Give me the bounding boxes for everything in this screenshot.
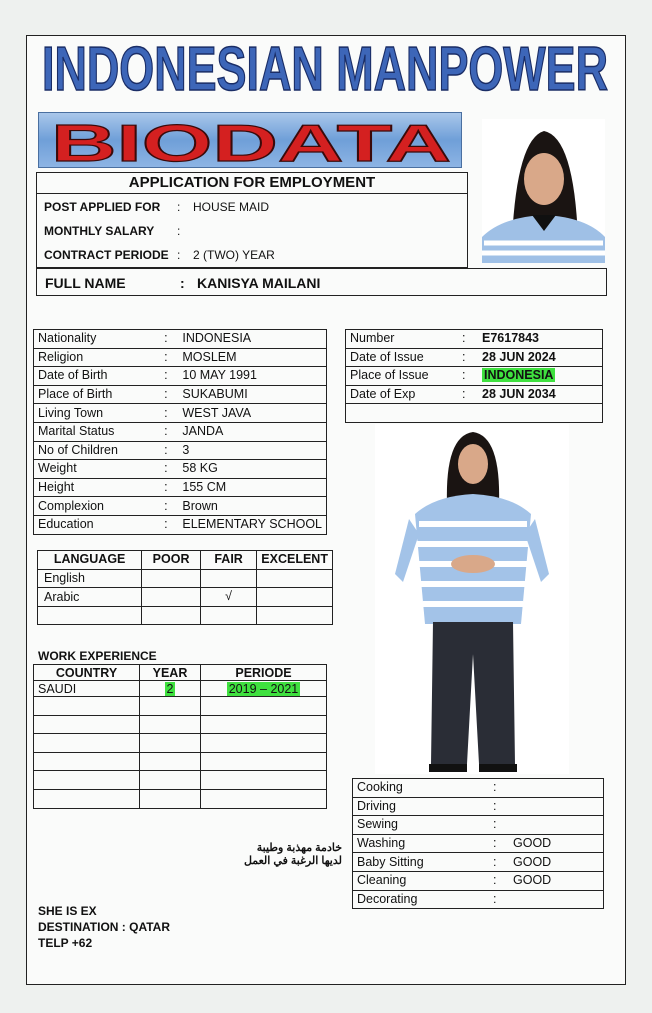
- work-country-cell: [34, 734, 140, 753]
- lang-header-fair: FAIR: [200, 551, 256, 570]
- table-row: [34, 367, 327, 386]
- passport-value: [478, 367, 603, 386]
- skill-value: [509, 797, 604, 816]
- personal-label: Weight: [34, 460, 161, 479]
- table-row: [34, 752, 327, 771]
- lang-header-poor: POOR: [142, 551, 201, 570]
- personal-value: ELEMENTARY SCHOOL: [178, 515, 326, 534]
- post-applied-value: HOUSE MAID: [193, 200, 270, 214]
- table-row: [34, 715, 327, 734]
- biodata-banner: [38, 112, 462, 168]
- lang-fair-cell: [200, 606, 256, 625]
- work-periode-cell: [201, 771, 327, 790]
- table-row: [34, 404, 327, 423]
- table-row: [34, 697, 327, 716]
- lang-excellent-cell: [257, 606, 333, 625]
- work-country-cell: [34, 752, 140, 771]
- personal-sep: :: [160, 497, 178, 516]
- lang-fair-cell: [200, 569, 256, 588]
- personal-value: 10 MAY 1991: [178, 367, 326, 386]
- personal-value: SUKABUMI: [178, 385, 326, 404]
- work-periode-cell: [201, 789, 327, 808]
- contract-periode-sep: :: [177, 248, 181, 262]
- table-row: [34, 771, 327, 790]
- work-year-cell: [140, 752, 201, 771]
- skill-value: [509, 816, 604, 835]
- lang-fair-cell: √: [200, 588, 256, 607]
- full-name-row: [36, 268, 607, 296]
- monthly-salary-label: MONTHLY SALARY: [44, 224, 155, 238]
- personal-sep: :: [160, 385, 178, 404]
- table-row: [34, 385, 327, 404]
- passport-sep: :: [458, 385, 478, 404]
- empty-cell: [346, 404, 603, 423]
- table-row: [34, 441, 327, 460]
- personal-sep: :: [160, 460, 178, 479]
- table-row: [34, 478, 327, 497]
- application-heading: APPLICATION FOR EMPLOYMENT: [36, 172, 468, 194]
- skill-sep: :: [489, 853, 509, 872]
- passport-label: Place of Issue: [346, 367, 459, 386]
- arabic-note-line: لديها الرغبة في العمل: [243, 855, 342, 867]
- footer-ex: SHE IS EX: [38, 904, 97, 918]
- table-row: [34, 422, 327, 441]
- personal-sep: :: [160, 404, 178, 423]
- work-year-cell: [140, 715, 201, 734]
- table-row: [34, 789, 327, 808]
- personal-value: 58 KG: [178, 460, 326, 479]
- personal-label: No of Children: [34, 441, 161, 460]
- svg-text:BIODATA: BIODATA: [51, 115, 451, 169]
- passport-value: E7617843: [478, 330, 603, 349]
- skill-sep: :: [489, 834, 509, 853]
- table-row: [34, 330, 327, 349]
- passport-sep: :: [458, 348, 478, 367]
- personal-sep: :: [160, 515, 178, 534]
- passport-label: Date of Issue: [346, 348, 459, 367]
- table-row: [346, 385, 603, 404]
- table-row: [346, 367, 603, 386]
- personal-sep: :: [160, 441, 178, 460]
- footer-destination: DESTINATION : QATAR: [38, 920, 170, 934]
- passport-value-highlight: INDONESIA: [484, 368, 554, 383]
- table-row: [346, 348, 603, 367]
- personal-value: 3: [178, 441, 326, 460]
- svg-text:INDONESIAN MANPOWER: INDONESIAN MANPOWER: [42, 35, 608, 98]
- passport-value: 28 JUN 2024: [478, 348, 603, 367]
- skill-label: Baby Sitting: [353, 853, 490, 872]
- work-header-year: YEAR: [140, 665, 201, 681]
- arabic-note: [210, 841, 342, 867]
- skill-sep: :: [489, 779, 509, 798]
- work-year-cell: [140, 789, 201, 808]
- table-row: [38, 588, 333, 607]
- personal-value: INDONESIA: [178, 330, 326, 349]
- table-row: [353, 853, 604, 872]
- table-row: [353, 871, 604, 890]
- personal-label: Marital Status: [34, 422, 161, 441]
- personal-info-table: [33, 329, 327, 535]
- skill-label: Driving: [353, 797, 490, 816]
- table-row: [353, 834, 604, 853]
- language-table: [37, 550, 333, 625]
- skill-value: GOOD: [509, 834, 604, 853]
- work-periode-cell: [201, 697, 327, 716]
- lang-poor-cell: [142, 569, 201, 588]
- personal-value: Brown: [178, 497, 326, 516]
- contract-periode-value: 2 (TWO) YEAR: [193, 248, 275, 262]
- post-applied-label: POST APPLIED FOR: [44, 200, 161, 214]
- table-row: [353, 890, 604, 909]
- table-row: [34, 681, 327, 697]
- lang-excellent-cell: [257, 588, 333, 607]
- table-row: [34, 497, 327, 516]
- skill-sep: :: [489, 871, 509, 890]
- lang-header-excellent: EXCELENT: [257, 551, 333, 570]
- passport-value: 28 JUN 2034: [478, 385, 603, 404]
- skill-label: Washing: [353, 834, 490, 853]
- full-body-photo: [375, 424, 569, 774]
- work-year-cell: [140, 734, 201, 753]
- skill-sep: :: [489, 816, 509, 835]
- full-name-value: KANISYA MAILANI: [197, 275, 321, 291]
- passport-label: Number: [346, 330, 459, 349]
- table-row: [34, 460, 327, 479]
- personal-label: Complexion: [34, 497, 161, 516]
- skill-label: Decorating: [353, 890, 490, 909]
- work-country-cell: [34, 697, 140, 716]
- work-experience-table: [33, 664, 327, 809]
- arabic-note-line: خادمة مهذبة وطيبة: [256, 842, 342, 854]
- work-periode-cell: [201, 681, 327, 697]
- table-row: [353, 797, 604, 816]
- work-periode-cell: [201, 734, 327, 753]
- personal-label: Nationality: [34, 330, 161, 349]
- table-row: [34, 348, 327, 367]
- passport-table: [345, 329, 603, 423]
- portrait-photo: [482, 119, 605, 263]
- table-row: [34, 734, 327, 753]
- work-year-highlight: 2: [166, 681, 174, 696]
- personal-label: Date of Birth: [34, 367, 161, 386]
- footer-notes: [38, 903, 170, 951]
- table-row: [353, 816, 604, 835]
- personal-sep: :: [160, 348, 178, 367]
- work-periode-cell: [201, 752, 327, 771]
- post-applied-sep: :: [177, 200, 181, 214]
- skill-value: GOOD: [509, 853, 604, 872]
- skill-label: Sewing: [353, 816, 490, 835]
- work-header-country: COUNTRY: [34, 665, 140, 681]
- skill-value: GOOD: [509, 871, 604, 890]
- work-year-cell: [140, 681, 201, 697]
- full-name-label: FULL NAME: [45, 275, 126, 291]
- work-country-cell: SAUDI: [34, 681, 140, 697]
- personal-sep: :: [160, 478, 178, 497]
- personal-value: JANDA: [178, 422, 326, 441]
- work-periode-cell: [201, 715, 327, 734]
- skill-value: [509, 779, 604, 798]
- table-row: [353, 779, 604, 798]
- skills-table: [352, 778, 604, 909]
- work-year-cell: [140, 697, 201, 716]
- skill-sep: :: [489, 797, 509, 816]
- work-header-periode: PERIODE: [201, 665, 327, 681]
- personal-label: Education: [34, 515, 161, 534]
- passport-sep: :: [458, 330, 478, 349]
- work-year-cell: [140, 771, 201, 790]
- personal-value: 155 CM: [178, 478, 326, 497]
- personal-label: Living Town: [34, 404, 161, 423]
- personal-label: Place of Birth: [34, 385, 161, 404]
- work-country-cell: [34, 771, 140, 790]
- work-country-cell: [34, 789, 140, 808]
- passport-label: Date of Exp: [346, 385, 459, 404]
- personal-label: Height: [34, 478, 161, 497]
- monthly-salary-sep: :: [177, 224, 181, 238]
- work-country-cell: [34, 715, 140, 734]
- work-periode-highlight: 2019 – 2021: [228, 681, 299, 696]
- table-row: [346, 404, 603, 423]
- skill-label: Cooking: [353, 779, 490, 798]
- personal-value: WEST JAVA: [178, 404, 326, 423]
- table-row: [34, 515, 327, 534]
- full-name-sep: :: [180, 275, 185, 291]
- lang-excellent-cell: [257, 569, 333, 588]
- personal-sep: :: [160, 330, 178, 349]
- skill-value: [509, 890, 604, 909]
- table-row: [38, 606, 333, 625]
- personal-sep: :: [160, 367, 178, 386]
- personal-value: MOSLEM: [178, 348, 326, 367]
- skill-sep: :: [489, 890, 509, 909]
- lang-cell: English: [38, 569, 142, 588]
- personal-sep: :: [160, 422, 178, 441]
- page-title: [40, 34, 610, 98]
- work-experience-title: WORK EXPERIENCE: [38, 649, 157, 663]
- skill-label: Cleaning: [353, 871, 490, 890]
- passport-sep: :: [458, 367, 478, 386]
- table-row: [346, 330, 603, 349]
- table-row: [38, 569, 333, 588]
- lang-cell: Arabic: [38, 588, 142, 607]
- lang-poor-cell: [142, 588, 201, 607]
- contract-periode-label: CONTRACT PERIODE: [44, 248, 169, 262]
- lang-poor-cell: [142, 606, 201, 625]
- footer-telp: TELP +62: [38, 936, 93, 950]
- personal-label: Religion: [34, 348, 161, 367]
- lang-cell: [38, 606, 142, 625]
- lang-header-language: LANGUAGE: [38, 551, 142, 570]
